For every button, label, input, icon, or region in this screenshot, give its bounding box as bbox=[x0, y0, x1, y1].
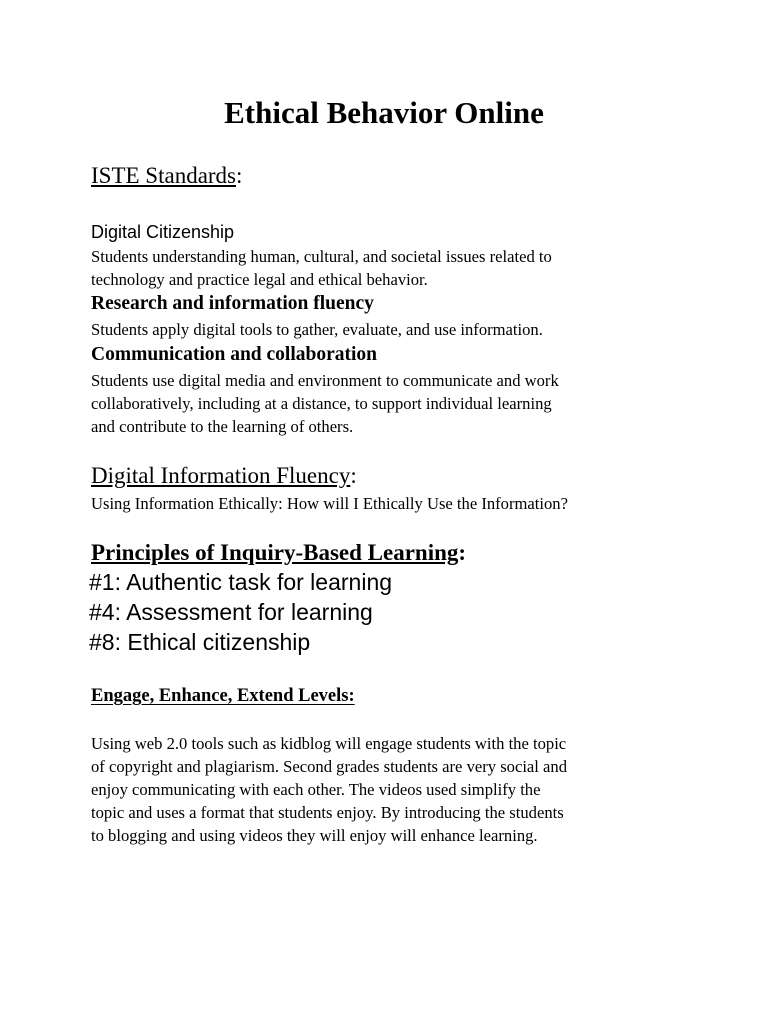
standard-name-digital-citizenship: Digital Citizenship bbox=[91, 222, 235, 242]
standard-name-communication-collaboration: Communication and collaboration bbox=[91, 344, 378, 365]
principle-item: #4: Assessment for learning bbox=[89, 599, 373, 625]
levels-paragraph-line: of copyright and plagiarism. Second grades students are very social and bbox=[91, 757, 568, 776]
standard-description-line: Students apply digital tools to gather, evaluate, and use information. bbox=[91, 320, 543, 339]
principles-heading-text: Principles of Inquiry-Based Learning bbox=[91, 540, 459, 565]
levels-heading bbox=[91, 684, 355, 708]
standard-description-line: collaboratively, including at a distance, to support individual learning bbox=[91, 394, 552, 413]
fluency-heading-text: Digital Information Fluency bbox=[91, 463, 351, 488]
fluency-heading-colon: : bbox=[350, 463, 357, 488]
standard-description-line: technology and practice legal and ethical behavior. bbox=[91, 270, 428, 289]
iste-standards-heading bbox=[91, 161, 242, 191]
digital-information-fluency-heading bbox=[91, 461, 357, 491]
iste-standards-heading-text: ISTE Standards bbox=[91, 163, 237, 188]
iste-standards-heading-colon: : bbox=[236, 163, 243, 188]
levels-paragraph-line: to blogging and using videos they will enjoy will enhance learning. bbox=[91, 826, 538, 845]
standard-description-line: Students use digital media and environment to communicate and work bbox=[91, 371, 559, 390]
levels-heading-text: Engage, Enhance, Extend Levels: bbox=[91, 686, 355, 706]
principle-item: #8: Ethical citizenship bbox=[89, 629, 311, 655]
fluency-text: Using Information Ethically: How will I Ethically Use the Information? bbox=[91, 494, 568, 513]
standard-description-line: and contribute to the learning of others. bbox=[91, 417, 354, 436]
standard-name-research-fluency: Research and information fluency bbox=[91, 293, 374, 314]
principle-item: #1: Authentic task for learning bbox=[89, 569, 393, 595]
levels-paragraph-line: enjoy communicating with each other. The videos used simplify the bbox=[91, 780, 541, 799]
standard-description-line: Students understanding human, cultural, and societal issues related to bbox=[91, 247, 552, 266]
page-title: Ethical Behavior Online bbox=[224, 95, 544, 130]
principles-heading bbox=[91, 538, 466, 568]
levels-paragraph-line: topic and uses a format that students enjoy. By introducing the students bbox=[91, 803, 564, 822]
levels-paragraph-line: Using web 2.0 tools such as kidblog will engage students with the topic bbox=[91, 734, 567, 753]
principles-heading-colon: : bbox=[458, 540, 467, 565]
